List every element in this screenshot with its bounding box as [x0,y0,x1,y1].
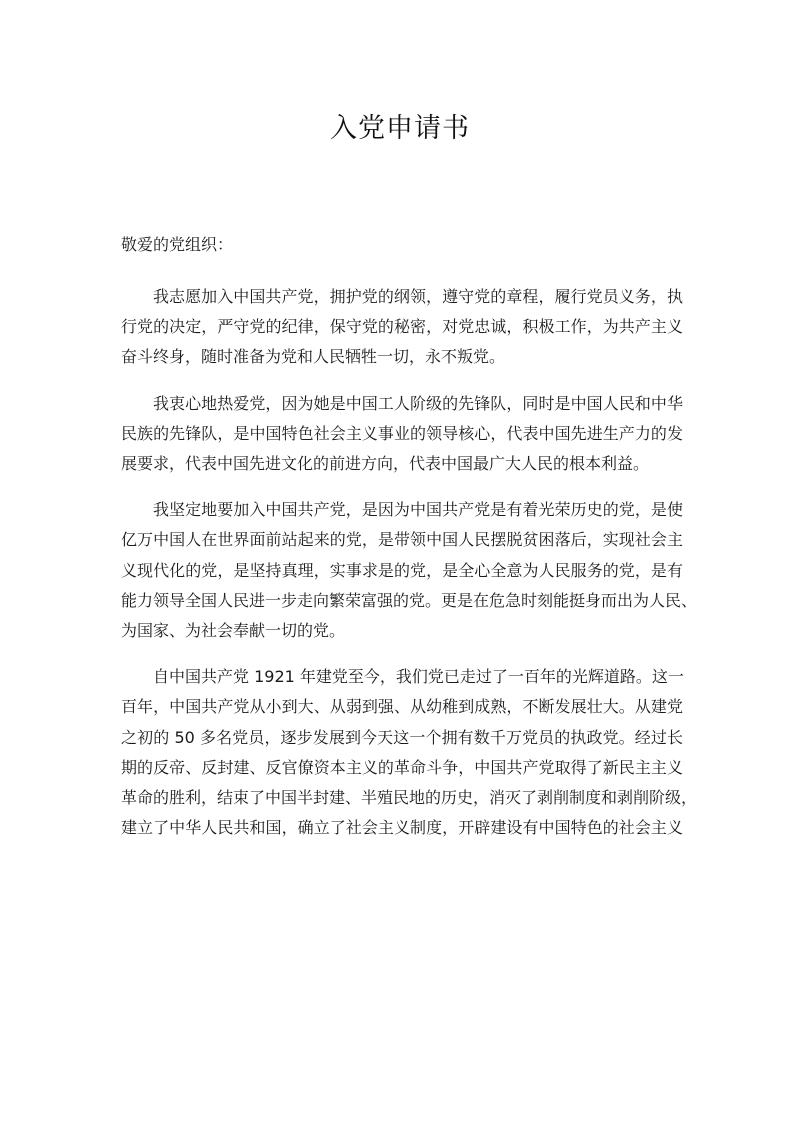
paragraph-1 [121,282,683,373]
paragraph-2 [121,389,683,480]
paragraph-line: 展要求，代表中国先进文化的前进方向，代表中国最广大人民的根本利益。 [121,454,650,474]
paragraph-line: 百年，中国共产党从小到大、从弱到强、从幼稚到成熟，不断发展壮大。从建党 [121,697,683,717]
paragraph-line: 亿万中国人在世界面前站起来的党，是带领中国人民摆脱贫困落后，实现社会主 [121,530,683,550]
paragraph-line: 建立了中华人民共和国，确立了社会主义制度，开辟建设有中国特色的社会主义 [121,818,683,838]
paragraph-line: 奋斗终身，随时准备为党和人民牺牲一切，永不叛党。 [121,347,506,367]
paragraph-line: 我衷心地热爱党，因为她是中国工人阶级的先锋队，同时是中国人民和中华 [153,393,683,413]
paragraph-3 [121,495,698,646]
salutation: 敬爱的党组织： [121,235,234,254]
paragraph-line: 革命的胜利，结束了中国半封建、半殖民地的历史，消灭了剥削制度和剥削阶级， [121,788,698,808]
paragraph-line: 义现代化的党，是坚持真理，实事求是的党，是全心全意为人民服务的党，是有 [121,560,683,580]
paragraph-line: 能力领导全国人民进一步走向繁荣富强的党。更是在危急时刻能挺身而出为人民、 [121,590,698,610]
paragraph-line: 为国家、为社会奉献一切的党。 [121,621,346,641]
paragraph-line: 之初的 50 多名党员，逐步发展到今天这一个拥有数千万党员的执政党。经过长 [121,727,683,747]
document-body [121,282,698,859]
paragraph-line: 民族的先锋队，是中国特色社会主义事业的领导核心，代表中国先进生产力的发 [121,423,683,443]
paragraph-line: 我坚定地要加入中国共产党，是因为中国共产党是有着光荣历史的党，是使 [153,500,683,520]
paragraph-line: 行党的决定，严守党的纪律，保守党的秘密，对党忠诚，积极工作，为共产主义 [121,317,683,337]
paragraph-line: 期的反帝、反封建、反官僚资本主义的革命斗争，中国共产党取得了新民主主义 [121,757,683,777]
paragraph-line: 自中国共产党 1921 年建党至今，我们党已走过了一百年的光辉道路。这一 [153,667,684,687]
paragraph-line: 我志愿加入中国共产党，拥护党的纲领，遵守党的章程，履行党员义务，执 [153,287,683,306]
paragraph-4 [121,662,698,843]
document-title: 入党申请书 [330,113,470,144]
